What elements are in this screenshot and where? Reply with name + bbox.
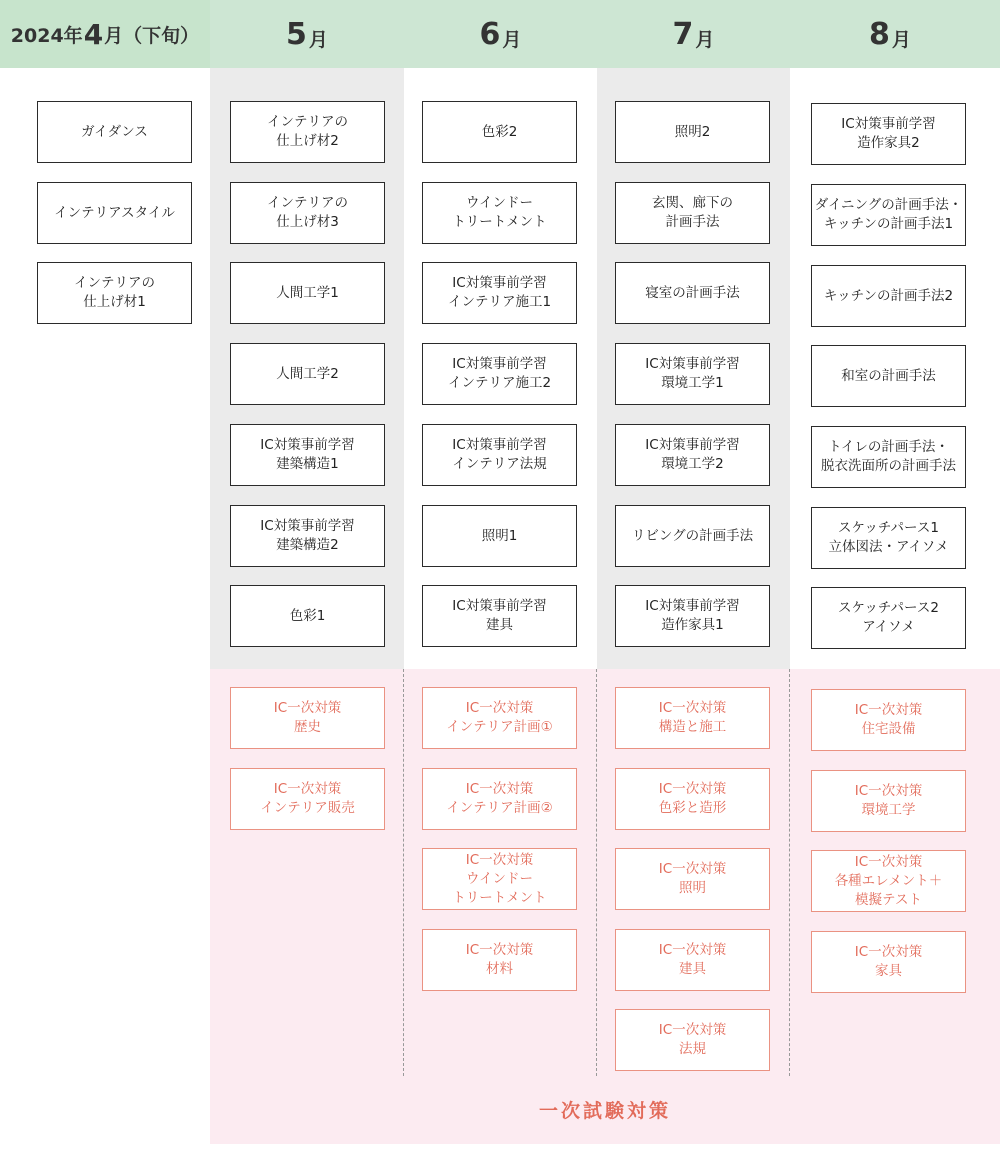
course-box: IC対策事前学習 造作家具2	[811, 103, 966, 165]
header-april	[0, 0, 210, 68]
course-box: ガイダンス	[37, 101, 192, 163]
course-box: IC対策事前学習 建築構造2	[230, 505, 385, 567]
course-box: IC対策事前学習 環境工学2	[615, 424, 770, 486]
exam-prep-box: IC一次対策 構造と施工	[615, 687, 770, 749]
course-box: インテリアの 仕上げ材3	[230, 182, 385, 244]
course-box: 色彩2	[422, 101, 577, 163]
exam-prep-box: IC一次対策 インテリア計画②	[422, 768, 577, 830]
course-box: IC対策事前学習 建具	[422, 585, 577, 647]
header-april-num: 4	[83, 17, 104, 51]
course-box: 照明1	[422, 505, 577, 567]
course-box: IC対策事前学習 インテリア法規	[422, 424, 577, 486]
header-april-suffix: 月（下旬）	[104, 24, 200, 47]
course-box: 人間工学2	[230, 343, 385, 405]
course-box: インテリアスタイル	[37, 182, 192, 244]
header-june-num: 6	[479, 16, 501, 52]
first-exam-label: 一次試験対策	[538, 1100, 671, 1122]
divider-may-june	[403, 669, 404, 1076]
exam-prep-box: IC一次対策 家具	[811, 931, 966, 993]
course-box: リビングの計画手法	[615, 505, 770, 567]
course-box: 照明2	[615, 101, 770, 163]
header-august-num: 8	[869, 16, 890, 52]
exam-prep-box: IC一次対策 インテリア販売	[230, 768, 385, 830]
header-april-prefix: 2024年	[10, 24, 83, 47]
exam-prep-box: IC一次対策 照明	[615, 848, 770, 910]
exam-prep-box: IC一次対策 色彩と造形	[615, 768, 770, 830]
header-july	[597, 0, 790, 68]
exam-prep-box: IC一次対策 ウインドー トリートメント	[422, 848, 577, 910]
header-august	[790, 0, 990, 68]
exam-prep-box: IC一次対策 住宅設備	[811, 689, 966, 751]
course-box: ダイニングの計画手法・ キッチンの計画手法1	[811, 184, 966, 246]
header-june	[404, 0, 597, 68]
course-box: インテリアの 仕上げ材2	[230, 101, 385, 163]
course-box: 色彩1	[230, 585, 385, 647]
course-box: IC対策事前学習 環境工学1	[615, 343, 770, 405]
course-box: キッチンの計画手法2	[811, 265, 966, 327]
exam-prep-box: IC一次対策 インテリア計画①	[422, 687, 577, 749]
course-box: 寝室の計画手法	[615, 262, 770, 324]
exam-prep-box: IC一次対策 各種エレメント＋ 模擬テスト	[811, 850, 966, 912]
exam-prep-box: IC一次対策 建具	[615, 929, 770, 991]
header-may-num: 5	[286, 16, 307, 52]
exam-prep-box: IC一次対策 環境工学	[811, 770, 966, 832]
course-box: IC対策事前学習 造作家具1	[615, 585, 770, 647]
exam-prep-box: IC一次対策 材料	[422, 929, 577, 991]
course-box: 人間工学1	[230, 262, 385, 324]
header-august-suffix: 月	[891, 28, 911, 51]
divider-july-august	[789, 669, 790, 1076]
header-may	[210, 0, 404, 68]
exam-prep-box: IC一次対策 法規	[615, 1009, 770, 1071]
month-header-bar	[0, 0, 1000, 68]
header-july-num: 7	[672, 16, 694, 52]
header-june-suffix: 月	[502, 28, 522, 51]
course-box: 和室の計画手法	[811, 345, 966, 407]
exam-prep-box: IC一次対策 歴史	[230, 687, 385, 749]
course-box: スケッチパース2 アイソメ	[811, 587, 966, 649]
course-box: スケッチパース1 立体図法・アイソメ	[811, 507, 966, 569]
course-box: IC対策事前学習 建築構造1	[230, 424, 385, 486]
course-box: 玄関、廊下の 計画手法	[615, 182, 770, 244]
course-box: IC対策事前学習 インテリア施工2	[422, 343, 577, 405]
course-box: IC対策事前学習 インテリア施工1	[422, 262, 577, 324]
header-may-suffix: 月	[308, 28, 328, 51]
course-box: ウインドー トリートメント	[422, 182, 577, 244]
course-box: インテリアの 仕上げ材1	[37, 262, 192, 324]
course-box: トイレの計画手法・ 脱衣洗面所の計画手法	[811, 426, 966, 488]
header-july-suffix: 月	[695, 28, 715, 51]
divider-june-july	[596, 669, 597, 1076]
